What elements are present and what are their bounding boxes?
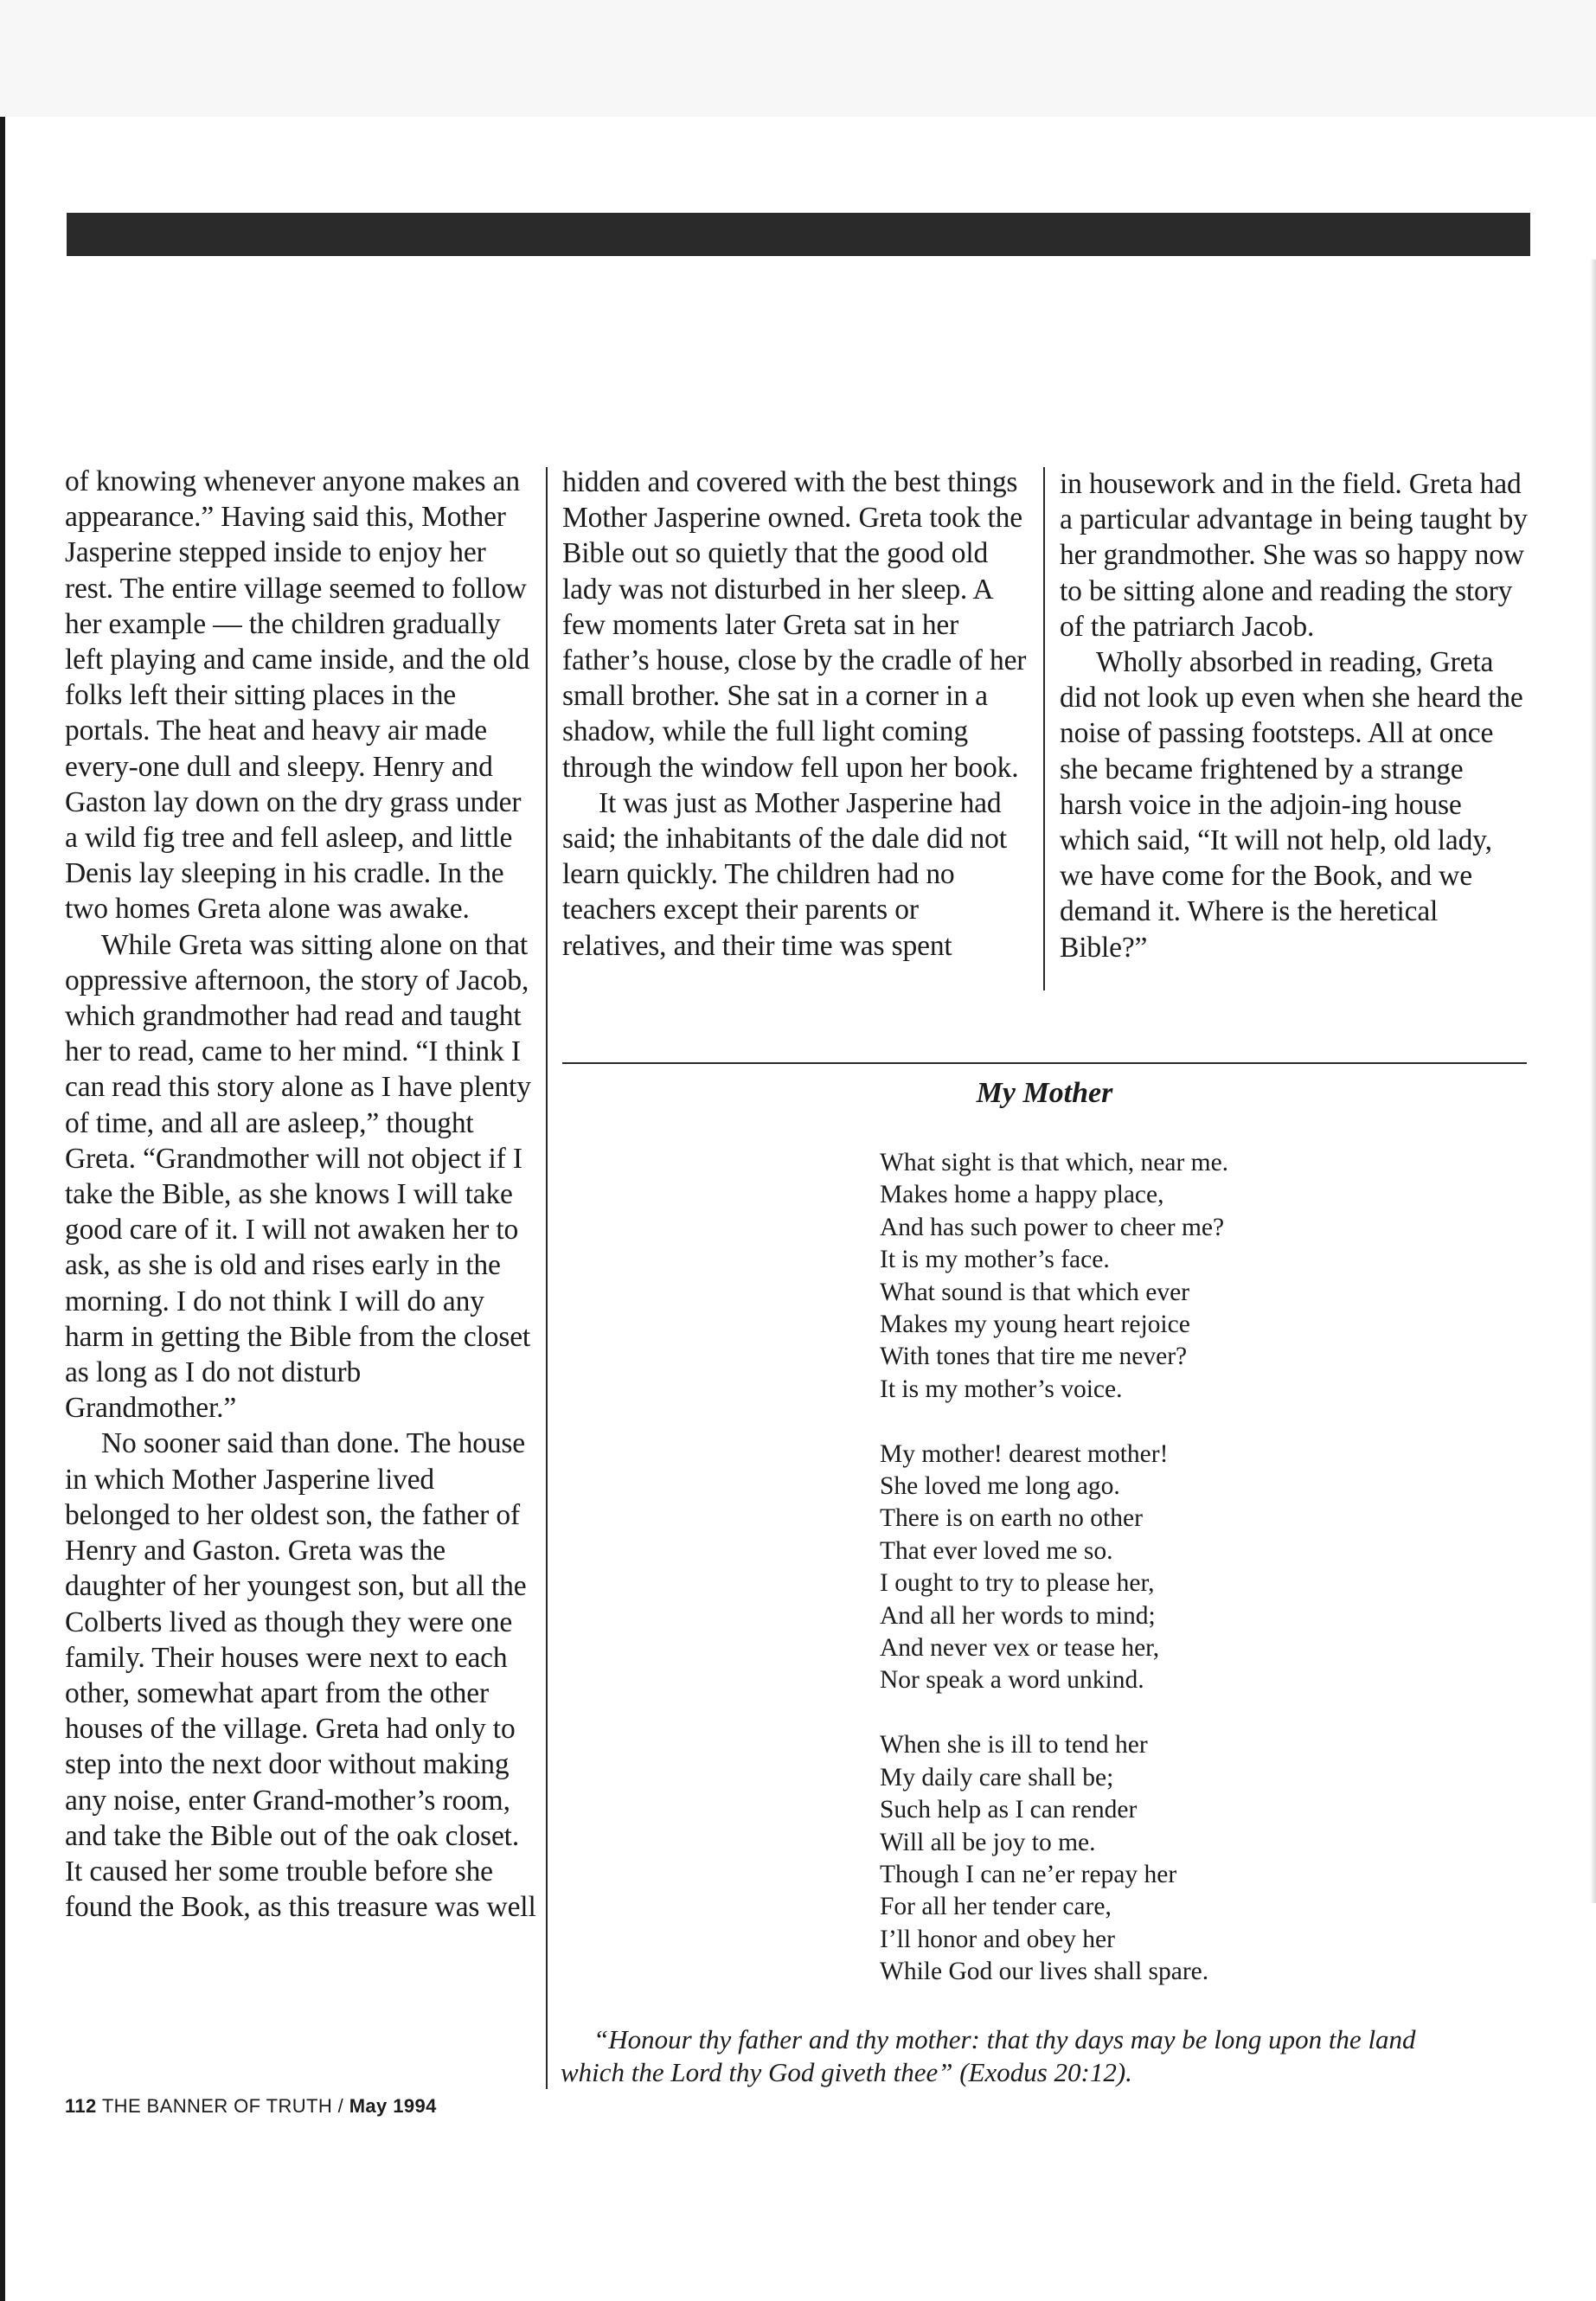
paragraph: hidden and covered with the best things Mother Jasperine owned. Greta took the Bible out so quietly that the good old lady was not disturbed in her sleep. A few moments later Greta sat in her father’s house, close by the cradle of her small brother. She sat in a corner in a shadow, while the full light coming through the window fell upon her book.	[562, 466, 1027, 784]
text-column-1	[65, 464, 536, 1925]
paragraph: Wholly absorbed in reading, Greta did not look up even when she heard the noise of passing footsteps. All at once she became frightened by a strange harsh voice in the adjoin-ing house which said, “It will not help, old lady, we have come for the Book, and we demand it. Where is the heretical Bible?”	[1060, 646, 1523, 964]
paragraph: It was just as Mother Jasperine had said; the inhabitants of the dale did not learn quickly. The children had no teachers except their parents or relatives, and their time was spent	[562, 786, 1007, 962]
poem-body	[880, 1147, 1228, 1989]
paragraph: While Greta was sitting alone on that oppressive afternoon, the story of Jacob, which grandmother had read and taught her to read, came to her mind. “I think I can read this story alone as I have plenty of time, and all are asleep,” thought Greta. “Grandmother will not object if I take the Bible, as she knows I will take good care of it. I will not awaken her to ask, as she is old and rises early in the morning. I do not think I will do any harm in getting the Bible from the closet as long as I do not disturb Grandmother.”	[65, 928, 531, 1425]
paragraph: No sooner said than done. The house in which Mother Jasperine lived belonged to her oldest son, the father of Henry and Gaston. Greta was the daughter of her youngest son, but all the Colberts lived as though they were one family. Their houses were next to each other, somewhat apart from the other houses of the village. Greta had only to step into the next door without making any noise, enter Grand-mother’s room, and take the Bible out of the oak closet. It caused her some trouble before she found the Book, as this treasure was well	[65, 1427, 536, 1924]
poem-line: And has such power to cheer me?	[880, 1213, 1225, 1241]
poem-title: My Mother	[976, 1077, 1113, 1109]
poem-line: My mother! dearest mother!	[880, 1439, 1169, 1468]
poem-line: Makes home a happy place,	[880, 1181, 1164, 1209]
poem-line: Will all be joy to me.	[880, 1828, 1096, 1856]
page-number: 112	[65, 2095, 97, 2117]
quote-line-2: which the Lord thy God giveth thee” (Exodus 20:12).	[561, 2057, 1132, 2087]
quote-line-1: “Honour thy father and thy mother: that thy days may be long upon the land	[593, 2024, 1416, 2054]
poem-line: I ought to try to please her,	[880, 1569, 1155, 1598]
poem-line: It is my mother’s face.	[880, 1246, 1110, 1274]
page-left-edge	[0, 117, 5, 2301]
poem-top-rule	[562, 1062, 1527, 1064]
scripture-quote	[561, 2023, 1534, 2089]
page-top-margin	[0, 0, 1596, 117]
text-column-2	[562, 465, 1029, 964]
column-divider-1	[546, 467, 548, 2089]
issue-date: May 1994	[349, 2095, 437, 2117]
header-bar	[67, 213, 1530, 256]
text-column-3	[1060, 466, 1531, 965]
poem-line: While God our lives shall spare.	[880, 1958, 1209, 1986]
paragraph: in housework and in the field. Greta had a particular advantage in being taught by her grandmother. She was so happy now to be sitting alone and reading the story of the patriarch Jacob.	[1060, 468, 1528, 643]
poem-line: She loved me long ago.	[880, 1472, 1120, 1501]
page-right-shadow	[1590, 260, 1596, 1903]
poem-line: There is on earth no other	[880, 1504, 1143, 1533]
poem-line: What sight is that which, near me.	[880, 1149, 1229, 1176]
poem-stanza	[880, 1439, 1228, 1697]
poem-line: For all her tender care,	[880, 1893, 1112, 1921]
poem-line: It is my mother’s voice.	[880, 1375, 1123, 1403]
poem-line: Though I can ne’er repay her	[880, 1860, 1177, 1888]
poem-line: Makes my young heart rejoice	[880, 1311, 1190, 1339]
poem-line: And never vex or tease her,	[880, 1634, 1160, 1663]
poem-line: Nor speak a word unkind.	[880, 1666, 1144, 1695]
poem-line: And all her words to mind;	[880, 1601, 1156, 1630]
paragraph: of knowing whenever anyone makes an appearance.” Having said this, Mother Jasperine stepped inside to enjoy her rest. The entire village seemed to follow her example — the children gradually left playing and came inside, and the old folks left their sitting places in the portals. The heat and heavy air made every-one dull and sleepy. Henry and Gaston lay down on the dry grass under a wild fig tree and fell asleep, and little Denis lay sleeping in his cradle. In the two homes Greta alone was awake.	[65, 465, 530, 926]
page-footer	[65, 2095, 437, 2118]
poem-line: That ever loved me so.	[880, 1536, 1113, 1565]
poem-line: What sound is that which ever	[880, 1278, 1190, 1306]
poem-line: When she is ill to tend her	[880, 1731, 1148, 1759]
poem-line: My daily care shall be;	[880, 1763, 1114, 1791]
poem-stanza	[880, 1147, 1228, 1406]
poem-stanza	[880, 1729, 1228, 1988]
poem-line: I’ll honor and obey her	[880, 1925, 1115, 1953]
column-divider-2	[1043, 467, 1045, 990]
poem-line: Such help as I can render	[880, 1796, 1138, 1824]
poem-line: With tones that tire me never?	[880, 1343, 1188, 1371]
publication-name: THE BANNER OF TRUTH /	[101, 2095, 344, 2117]
